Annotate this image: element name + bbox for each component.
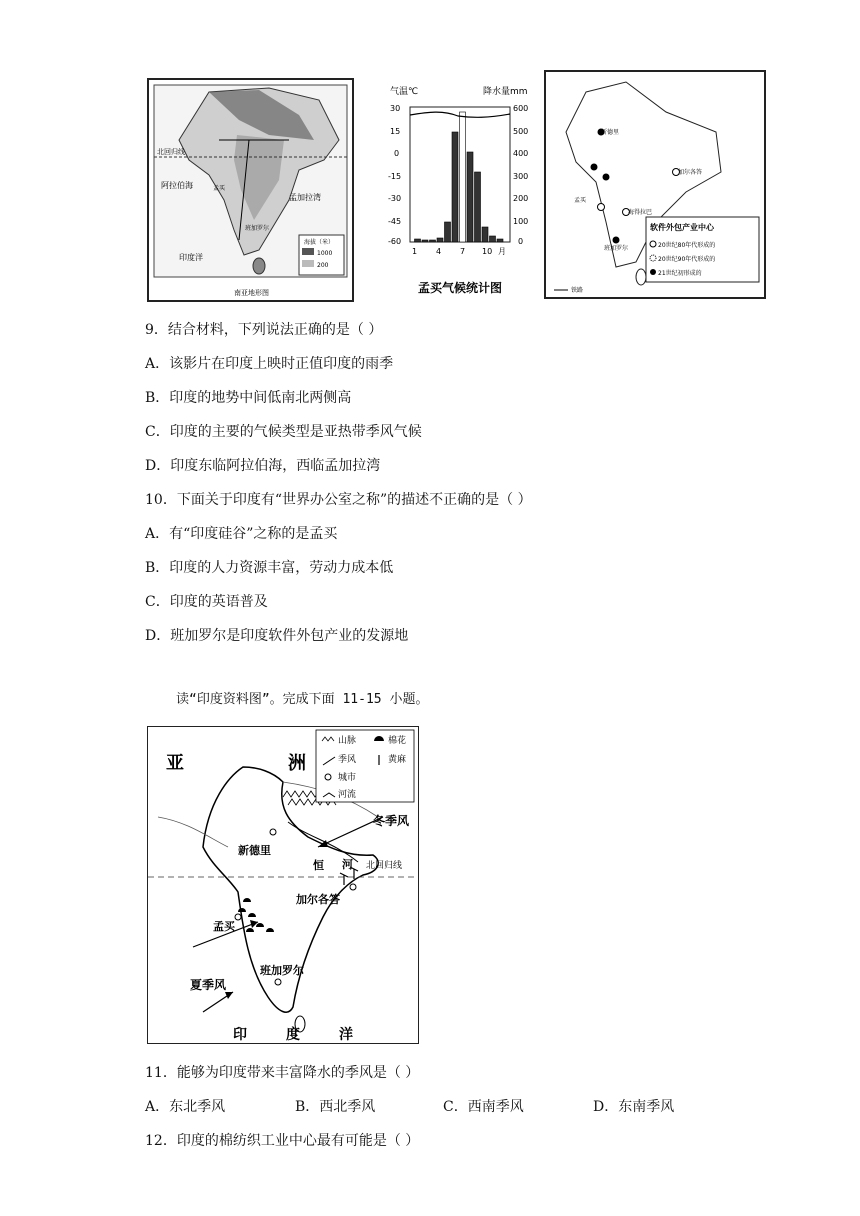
zhou-label: 洲: [288, 753, 306, 774]
he-label: 河: [342, 858, 353, 871]
bay-of-bengal-label: 孟加拉湾: [289, 193, 321, 202]
winter-monsoon-label: 冬季风: [373, 814, 410, 828]
legend-80s: 20世纪80年代形成的: [658, 242, 716, 249]
svg-text:-45: -45: [388, 217, 402, 226]
legend-1000: 1000: [317, 250, 333, 257]
left-ticks: [388, 104, 401, 246]
climate-title: 孟买气候统计图: [418, 281, 503, 295]
bangalore-label: 班加罗尔: [245, 225, 270, 232]
q9-option-b: B．印度的地势中间低南北两侧高: [145, 390, 352, 406]
legend-200: 200: [317, 262, 329, 269]
precip-bar: [422, 240, 428, 242]
svg-text:7: 7: [460, 247, 466, 256]
bangalore-label-main: 班加罗尔: [260, 964, 304, 977]
q10-option-d: D．班加罗尔是印度软件外包产业的发源地: [145, 628, 409, 644]
bangalore-label-2: 班加罗尔: [604, 245, 629, 252]
q10-option-b: B．印度的人力资源丰富，劳动力成本低: [145, 560, 394, 576]
section-intro: 读“印度资料图”。完成下面 11-15 小题。: [176, 692, 429, 707]
precip-bar: [482, 227, 488, 242]
tropic-label: 北回归线: [157, 148, 185, 156]
precip-bar: [497, 239, 503, 242]
svg-text:30: 30: [390, 104, 401, 113]
precip-bar: [430, 240, 436, 242]
svg-text:100: 100: [513, 217, 529, 226]
arabian-sea-label: 阿拉伯海: [161, 181, 193, 190]
svg-text:1: 1: [412, 247, 418, 256]
q9-stem: 9．结合材料，下列说法正确的是（ ）: [145, 322, 383, 338]
q11-option-a: A．东北季风: [145, 1099, 226, 1115]
q12-stem: 12．印度的棉纺织工业中心最有可能是（ ）: [145, 1133, 420, 1149]
legend-monsoon: 季风: [338, 755, 357, 765]
legend-title: 海拔（米）: [304, 239, 335, 246]
svg-text:0: 0: [518, 237, 524, 246]
q9-option-a: A．该影片在印度上映时正值印度的雨季: [145, 356, 394, 372]
svg-text:-15: -15: [388, 172, 402, 181]
q11-stem: 11．能够为印度带来丰富降水的季风是（ ）: [145, 1065, 420, 1081]
x-ticks: [412, 247, 506, 256]
summer-monsoon-label: 夏季风: [190, 978, 227, 992]
svg-text:300: 300: [513, 172, 529, 181]
q10-stem: 10．下面关于印度有“世界办公室之称”的描述不正确的是（ ）: [145, 492, 532, 508]
svg-text:600: 600: [513, 104, 529, 113]
railway-label: 铁路: [571, 287, 584, 294]
terrain-map-caption: 南亚地形图: [234, 289, 269, 297]
legend-cotton: 棉花: [388, 736, 407, 746]
precip-bar: [467, 152, 473, 242]
legend-90s: 20世纪90年代形成的: [658, 256, 716, 263]
svg-text:-60: -60: [388, 237, 402, 246]
new-delhi-label: 新德里: [601, 129, 620, 136]
legend-jute: 黄麻: [388, 755, 407, 765]
precip-bar: [460, 112, 466, 242]
svg-text:500: 500: [513, 127, 529, 136]
india-map-svg: [148, 727, 418, 1043]
precip-bar: [445, 222, 451, 242]
city-legend-icon: [325, 774, 331, 780]
asia-label: 亚: [166, 753, 184, 774]
temp-axis-label: 气温℃: [390, 87, 419, 97]
svg-text:10: 10: [482, 247, 493, 256]
q11-options: [145, 1097, 674, 1117]
kolkata-label: 加尔各答: [678, 169, 703, 176]
precip-bars: [415, 112, 504, 242]
south-asia-terrain-map: [147, 78, 354, 302]
mumbai-label: 孟买: [213, 185, 226, 192]
right-ticks: [513, 104, 528, 246]
mumbai-city-icon: [235, 914, 241, 920]
svg-text:0: 0: [394, 149, 400, 158]
precip-bar: [475, 172, 481, 242]
q11-option-c: C．西南季风: [443, 1099, 524, 1115]
legend-river: 河流: [338, 790, 357, 800]
bangalore-city-icon: [275, 979, 281, 985]
outsourcing-map-svg: [546, 72, 764, 297]
precip-axis-label: 降水量mm: [483, 87, 528, 97]
q9-option-c: C．印度的主要的气候类型是亚热带季风气候: [145, 424, 422, 440]
terrain-map-svg: [149, 80, 352, 300]
q9-option-d: D．印度东临阿拉伯海，西临孟加拉湾: [145, 458, 381, 474]
precip-bar: [452, 132, 458, 242]
indian-ocean-label-main: 印 度 洋: [233, 1027, 353, 1043]
india-data-map: [147, 726, 419, 1044]
q10-option-a: A．有“印度硅谷”之称的是孟买: [145, 526, 338, 542]
svg-text:-30: -30: [388, 194, 402, 203]
software-outsourcing-map: [544, 70, 766, 299]
svg-text:月: 月: [498, 247, 506, 256]
mumbai-climate-chart: [388, 82, 540, 300]
q11-option-b: B．西北季风: [295, 1099, 376, 1115]
precip-bar: [415, 239, 421, 242]
svg-text:15: 15: [390, 127, 401, 136]
precip-bar: [490, 236, 496, 242]
outsourcing-legend-title: 软件外包产业中心: [650, 223, 714, 232]
legend-mountain: 山脉: [338, 736, 357, 746]
mumbai-label-2: 孟买: [574, 197, 587, 204]
svg-text:4: 4: [436, 247, 442, 256]
legend-21c: 21世纪初形成的: [658, 270, 702, 277]
new-delhi-city-icon: [270, 829, 276, 835]
svg-text:400: 400: [513, 149, 529, 158]
precip-bar: [437, 238, 443, 242]
mumbai-label-main: 孟买: [213, 920, 235, 933]
hyderabad-label: 海得拉巴: [628, 209, 653, 216]
climate-chart-svg: [388, 82, 540, 300]
indian-ocean-label: 印度洋: [179, 253, 203, 262]
new-delhi-label-main: 新德里: [238, 844, 271, 857]
q11-option-d: D．东南季风: [593, 1099, 675, 1115]
ganges-label: 恒: [313, 859, 324, 872]
kolkata-label-main: 加尔各答: [296, 893, 340, 906]
kolkata-city-icon: [350, 884, 356, 890]
svg-text:200: 200: [513, 194, 529, 203]
tropic-label-main: 北回归线: [366, 861, 403, 871]
legend-city: 城市: [338, 773, 357, 783]
q10-option-c: C．印度的英语普及: [145, 594, 268, 610]
